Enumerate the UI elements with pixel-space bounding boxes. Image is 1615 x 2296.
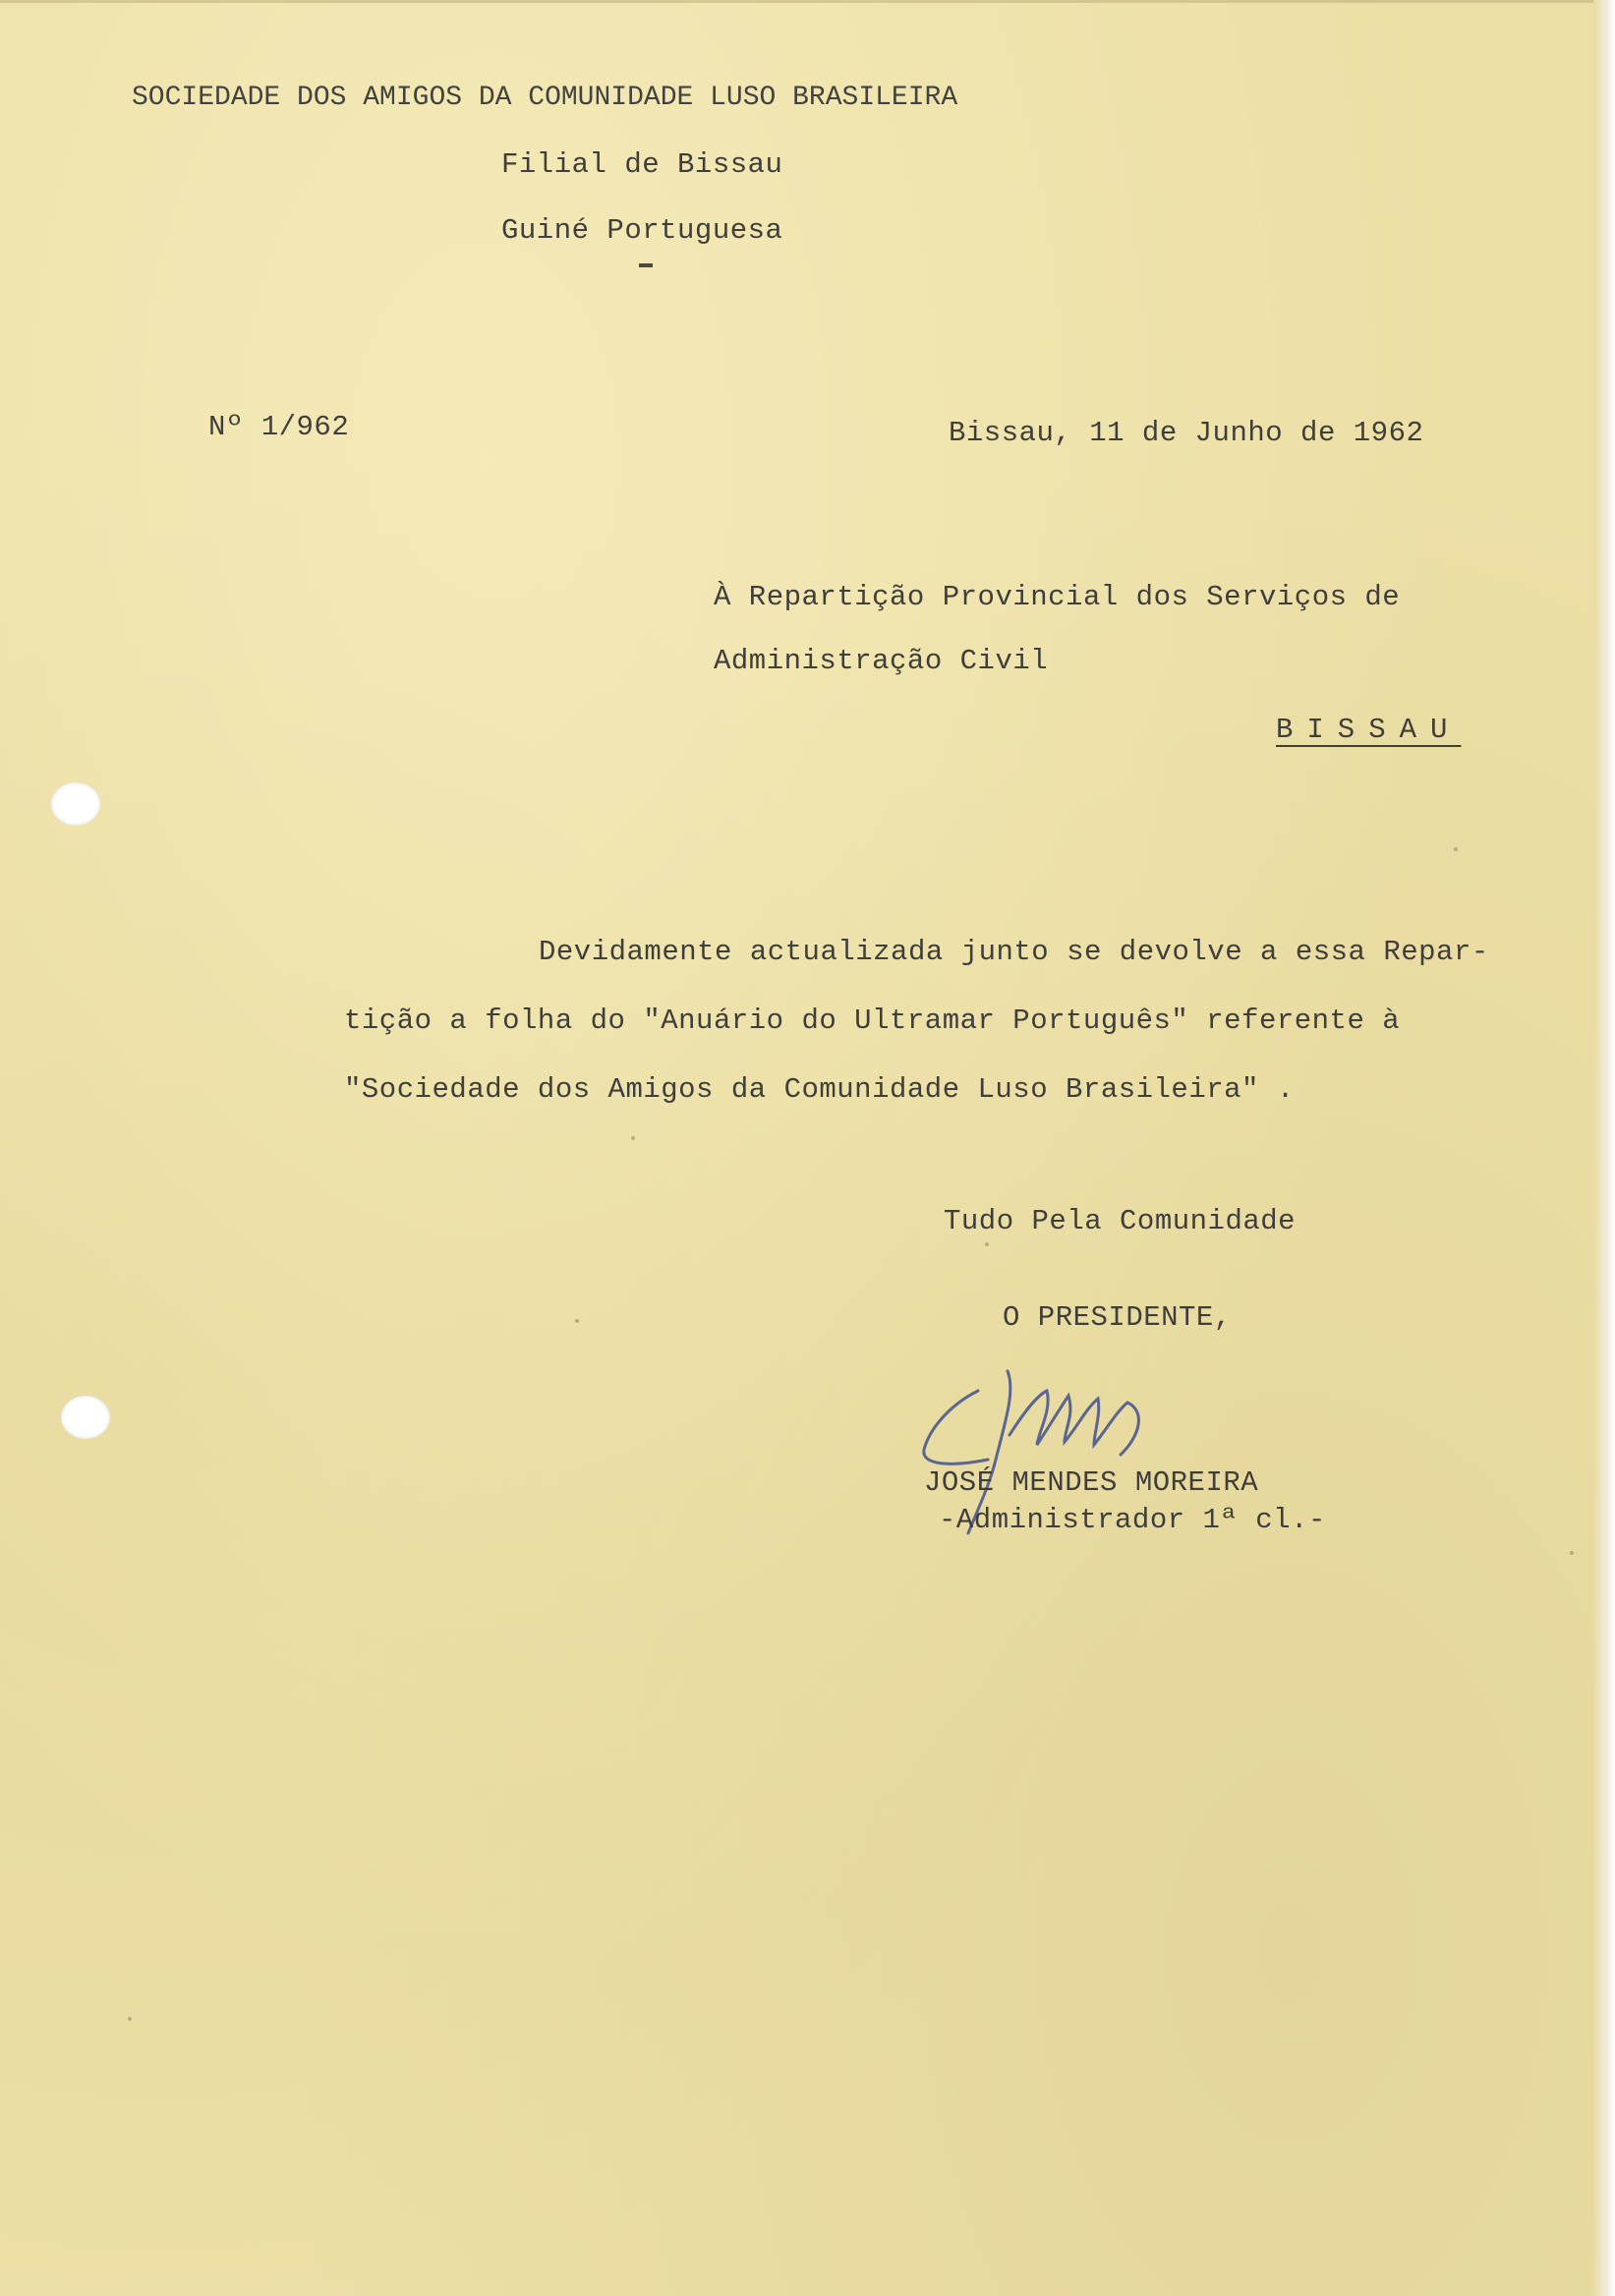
signatory-name: JOSÉ MENDES MOREIRA: [924, 1466, 1259, 1499]
closing-role: O PRESIDENTE,: [1003, 1301, 1232, 1334]
organization-name: SOCIEDADE DOS AMIGOS DA COMUNIDADE LUSO BRASILEIRA: [132, 83, 958, 113]
punch-hole-bottom: [61, 1396, 110, 1439]
branch-name: Filial de Bissau: [501, 148, 783, 181]
body-line-2: tição a folha do "Anuário do Ultramar Português" referente à: [344, 1004, 1401, 1037]
punch-hole-top: [51, 782, 100, 826]
recipient-line-2: Administração Civil: [714, 645, 1049, 677]
paper-fleck: [985, 1242, 989, 1246]
paper-fleck: [1570, 1551, 1574, 1555]
paper-fleck: [631, 1136, 635, 1140]
top-edge-shadow: [0, 0, 1615, 3]
body-line-3: "Sociedade dos Amigos da Comunidade Luso Brasileira" .: [344, 1073, 1295, 1106]
reference-number: Nº 1/962: [208, 411, 350, 443]
recipient-line-1: À Repartição Provincial dos Serviços de: [714, 581, 1401, 613]
heading-dash: [639, 263, 653, 267]
paper-fleck: [128, 2017, 132, 2021]
body-line-1: Devidamente actualizada junto se devolve a essa Repar-: [539, 936, 1489, 968]
closing-motto: Tudo Pela Comunidade: [944, 1205, 1297, 1237]
recipient-city: BISSAU: [1276, 714, 1462, 746]
place-date: Bissau, 11 de Junho de 1962: [949, 417, 1424, 449]
signatory-title: -Administrador 1ª cl.-: [939, 1504, 1326, 1536]
paper-fleck: [575, 1319, 579, 1323]
paper-right-edge: [1593, 0, 1615, 2296]
region-name: Guiné Portuguesa: [501, 214, 783, 247]
paper-fleck: [1454, 847, 1458, 851]
